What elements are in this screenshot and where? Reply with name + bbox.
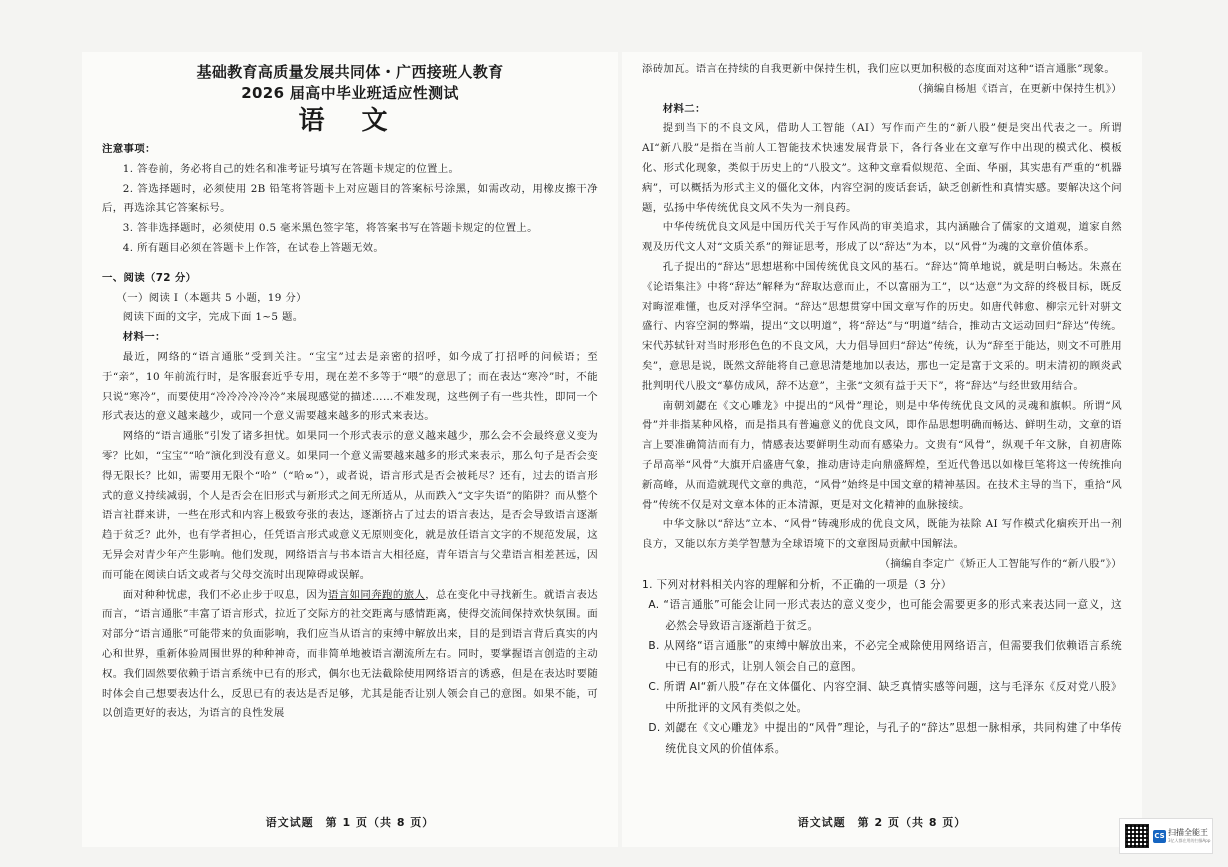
subsection-title: （一）阅读 I（本题共 5 小题，19 分） [116,291,307,304]
exam-header [102,62,598,138]
passage-paragraph: 南朝刘勰在《文心雕龙》中提出的“风骨”理论，则是中华传统优良文风的灵魂和旗帜。所谓“风骨”并非指某种风格，而是指具有普遍意义的优良文风，即作品思想明确而畅达、鲜明生动，文章的语言上要准确简洁而有力，情感表达要鲜明生动而有感染力。文贵有“风骨”，纵观千年文脉，自初唐陈子昂高举“风骨”大旗开启盛唐气象，推动唐诗走向鼎盛辉煌，至近代鲁迅以如椽巨笔将这一传统推向新高峰，从而造就现代文章的典范，“风骨”始终是中国文章的精神基因。在技术主导的当下，重拾“风骨”传统不仅是对文章本体的正本清源，更是对文化精神的血脉接续。 [642,399,1122,511]
page-footer: 语文试题 第 2 页（共 8 页） [797,816,967,830]
passage-paragraph: 孔子提出的“辞达”思想堪称中国传统优良文风的基石。“辞达”简单地说，就是明白畅达。朱熹在《论语集注》中将“辞达”解释为“辞取达意而止，不以富丽为工”，以“达意”为文辞的终极目标，既反对晦涩难懂，也反对浮华空洞。“辞达”思想贯穿中国文章写作的历史。如唐代韩愈、柳宗元针对骈文盛行、内容空洞的弊端，提出“文以明道”，将“辞达”与“明道”结合，推动古文运动回归“辞达”传统。宋代苏轼针对当时形形色色的不良文风，大力倡导回归“辞达”传统，认为“辞至于能达，则文不可胜用矣”，意思是说，既然文辞能将自己意思清楚地加以表达，那也一定是富于文采的。明末清初的顾炎武批判明代八股文“摹仿成风，辞不达意”，主张“文须有益于天下”，将“辞达”与经世致用结合。 [642,260,1122,392]
watermark-subtitle: 3亿人都在用的扫描App [1168,838,1211,843]
page-footer: 语文试题 第 1 页（共 8 页） [265,816,435,830]
watermark-title: 扫描全能王 [1168,828,1208,837]
passage-paragraph: 最近，网络的“语言通胀”受到关注。“宝宝”过去是亲密的招呼，如今成了打招呼的问候语；至于“亲”，10 年前流行时，是客服套近乎专用，现在差不多等于“喂”的意思了；而在表达“寒冷”时，不能只说“寒冷”，而要使用“冷冷冷冷冷冷”来展现感觉的描述……不难发现，这些例子有一些共性，即同一个形式表达的意义越来越少，或同一个意义需要越来越多的形式来表达。 [102,350,598,423]
page-2 [622,52,1142,847]
passage-paragraph: 面对种种忧虑，我们不必止步于叹息，因为语言如同奔跑的旅人，总在变化中寻找新生。就语言表达而言，“语言通胀”丰富了语言形式，拉近了交际方的社交距离与感情距离，使得交流间保持欢快氛围。面对部分“语言通胀”可能带来的负面影响，我们应当从语言的束缚中解放出来，目的是到语言背后真实的内心和世界，重新体验周围世界的种种神奇，而非简单地被语言潮流所左右。同时，要掌握语言创造的主动权。我们固然要依赖于语言系统中已有的形式，偶尔也无法截除使用网络语言的诱惑，但是在表达时要随时体会自己想要表达什么，反思已有的表达是否足够，尤其是能否让别人领会自己的意图。如果不能，可以创造更好的表达，为语言的良性发展 [102,588,598,720]
header-line2: 2026 届高中毕业班适应性测试 [241,84,459,102]
passage-paragraph: 网络的“语言通胀”引发了诸多担忧。如果同一个形式表示的意义越来越少，那么会不会最终意义变为零？比如，“宝宝”“哈”演化到没有意义。如果同一个意义需要越来越多的形式来表示，那么句子是否会变得无限长？比如，需要用无限个“哈”（“哈∞”），或者说，语言形式是否会被耗尽？还有，过去的语言形式的意义持续减弱，个人是否会在旧形式与新形式之间无所适从，从而跌入“文字失语”的陷阱？而从整个语言社群来讲，一些在形式和内容上极致夸张的表达，逐渐挤占了过去的语言表达，是否会导致语言逐渐趋于贫乏？此外，也有学者担心，任凭语言形式或意义无原则变化，就是放任语言文字的不规范发展，这无异会对青少年产生影响。他们发现，网络语言与书本语言大相径庭，青年语言与父辈语言相差甚远，因而可能在阅读白话文或者与父母交流时出现障碍或误解。 [102,430,598,581]
notice-item: 2. 答选择题时，必须使用 2B 铅笔将答题卡上对应题目的答案标号涂黑，如需改动，用橡皮擦干净后，再选涂其它答案标号。 [102,182,598,215]
passage-continuation: 添砖加瓦。语言在持续的自我更新中保持生机，我们应以更加积极的态度面对这种“语言通胀”现象。 [642,63,1116,75]
question-stem: 1. 下列对材料相关内容的理解和分析，不正确的一项是（3 分） [642,578,952,591]
source-citation: （摘编自李定广《矫正人工智能写作的“新八股”》） [879,557,1122,570]
passage-paragraph: 提到当下的不良文风，借助人工智能（AI）写作而产生的“新八股”便是突出代表之一。所谓 AI“新八股”是指在当前人工智能技术快速发展背景下，各行各业在文章写作中出现的模式化、模板化、形式化现象，类似于历史上的“八股文”。这种文章看似规范、全面、华丽，其实患有严重的“机器病”，可以概括为形式主义的僵化文体，内容空洞的废话套话，缺乏创新性和真情实感。要解决这个问题，弘扬中华传统优良文风不失为一剂良药。 [642,122,1122,214]
passage-paragraph: 中华传统优良文风是中国历代关于写作风尚的审美追求，其内涵融合了儒家的文道观，道家自然观及历代文人对“文质关系”的辩证思考，形成了以“辞达”为本，以“风骨”为魂的文章价值体系。 [642,221,1122,254]
notice-item: 4. 所有题目必须在答题卡上作答，在试卷上答题无效。 [122,241,385,254]
camscanner-logo-icon: CS [1153,830,1166,843]
scanner-watermark [1119,818,1213,854]
notice-item: 3. 答非选择题时，必须使用 0.5 毫米黑色签字笔，将答案书写在答题卡规定的位置上。 [122,222,538,235]
option-d: D. 刘勰在《文心雕龙》中提出的“风骨”理论，与孔子的“辞达”思想一脉相承，共同构建了中华传统优良文风的价值体系。 [648,722,1122,755]
option-b: B. 从网络“语言通胀”的束缚中解放出来，不必完全戒除使用网络语言，但需要我们依赖语言系统中已有的形式，让别人领会自己的意图。 [648,640,1122,673]
material1-title: 材料一： [122,331,166,344]
option-c: C. 所谓 AI“新八股”存在文体僵化、内容空洞、缺乏真情实感等问题，这与毛泽东《反对党八股》中所批评的文风有类似之处。 [648,681,1122,714]
option-a: A. “语言通胀”可能会让同一形式表达的意义变少，也可能会需要更多的形式来表达同一意义，这必然会导致语言逐渐趋于贫乏。 [648,599,1122,632]
subject-title: 语 文 [298,106,402,136]
page-1 [82,52,618,847]
underlined-phrase: 语言如同奔跑的旅人 [328,588,426,601]
source-citation: （摘编自杨旭《语言，在更新中保持生机》） [912,82,1122,95]
notice-item: 1. 答卷前，务必将自己的姓名和准考证号填写在答题卡规定的位置上。 [122,162,460,175]
instruction: 阅读下面的文字，完成下面 1~5 题。 [122,311,304,324]
notice-title: 注意事项： [102,143,156,155]
question-1 [642,575,1122,760]
section-title: 一、阅读（72 分） [102,271,197,284]
header-line1: 基础教育高质量发展共同体・广西接班人教育 [196,63,504,81]
passage-paragraph: 中华文脉以“辞达”立本、“风骨”铸魂形成的优良文风，既能为祛除 AI 写作模式化痼疾开出一剂良方，又能以东方美学智慧为全球语境下的文章图局贡献中国解法。 [642,518,1122,551]
qr-code-icon [1125,824,1149,848]
material2-title: 材料二： [662,102,706,115]
